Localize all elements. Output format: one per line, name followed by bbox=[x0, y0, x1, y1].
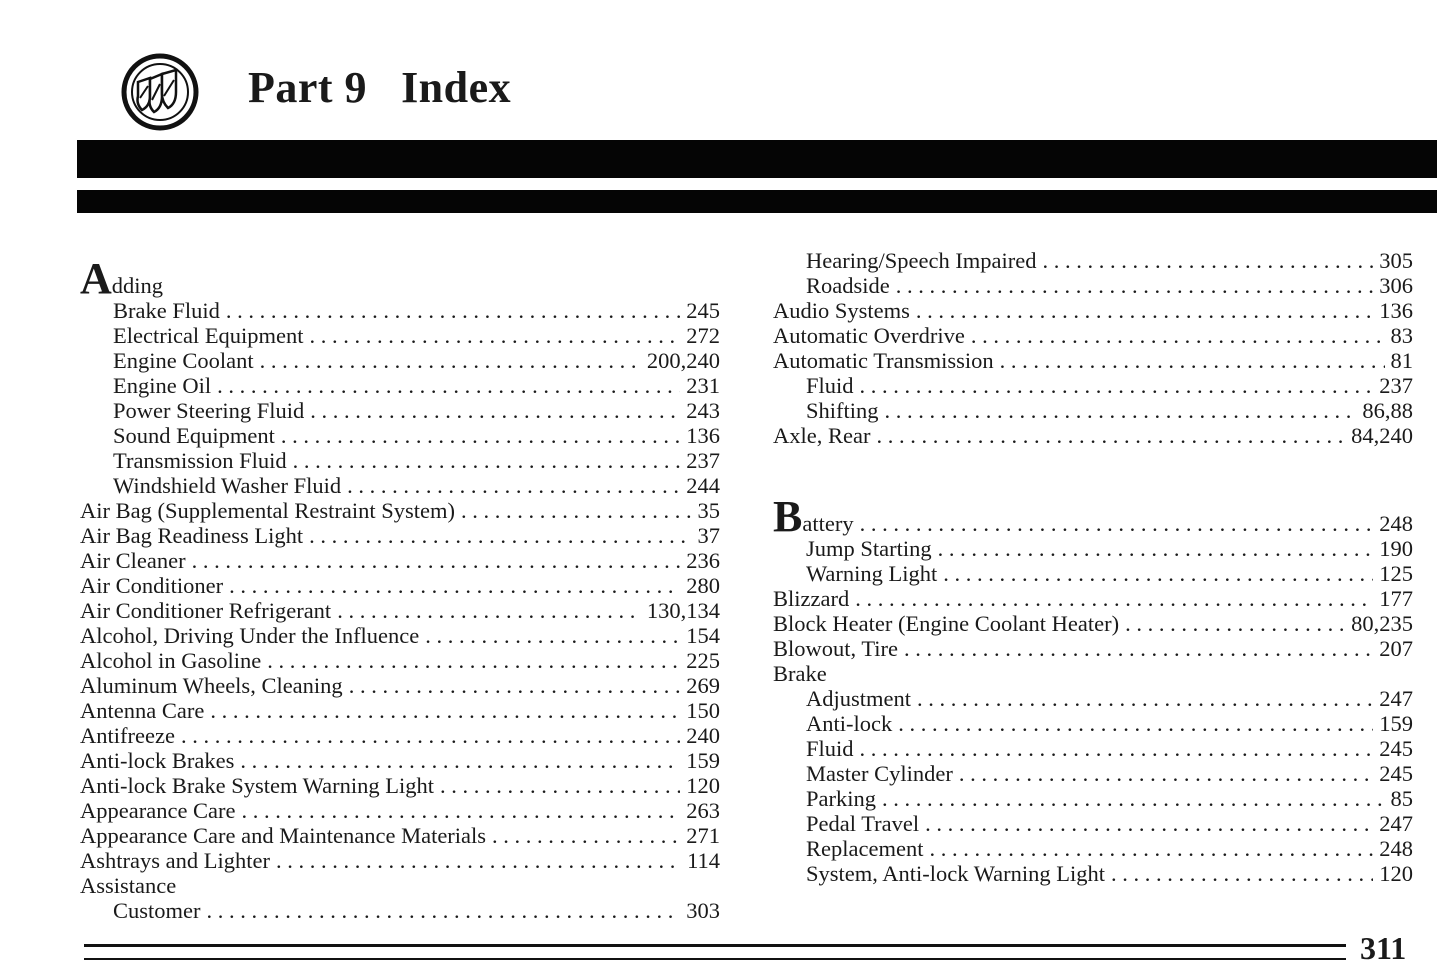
index-entry bbox=[80, 448, 720, 473]
entry-page: 120 bbox=[1379, 861, 1413, 886]
index-entry bbox=[80, 298, 720, 323]
entry-page: 305 bbox=[1379, 248, 1413, 273]
entry-page: 306 bbox=[1379, 273, 1413, 298]
entry-label: Replacement bbox=[806, 836, 924, 861]
entry-label: Sound Equipment bbox=[113, 423, 275, 448]
entry-label: Automatic Overdrive bbox=[773, 323, 965, 348]
index-entry bbox=[773, 398, 1413, 423]
entry-label: Anti-lock Brakes bbox=[80, 748, 235, 773]
dot-leader bbox=[492, 823, 680, 848]
entry-label: Adjustment bbox=[806, 686, 911, 711]
entry-label: Electrical Equipment bbox=[113, 323, 304, 348]
header-bar-bottom bbox=[77, 190, 1437, 213]
entry-label: System, Anti-lock Warning Light bbox=[806, 861, 1106, 886]
entry-label: Master Cylinder bbox=[806, 761, 953, 786]
entry-label: Air Cleaner bbox=[80, 548, 186, 573]
entry-page: 237 bbox=[686, 448, 720, 473]
entry-page: 240 bbox=[686, 723, 720, 748]
entry-page: 237 bbox=[1379, 373, 1413, 398]
entry-label: Customer bbox=[113, 898, 201, 923]
index-entry bbox=[80, 848, 720, 873]
entry-label: Air Bag Readiness Light bbox=[80, 523, 304, 548]
entry-label: Assistance bbox=[80, 873, 177, 898]
dot-leader bbox=[916, 298, 1373, 323]
index-entry bbox=[80, 373, 720, 398]
entry-label: Aluminum Wheels, Cleaning bbox=[80, 673, 343, 698]
entry-page: 248 bbox=[1379, 511, 1413, 536]
index-entry bbox=[773, 661, 1413, 686]
entry-label: Fluid bbox=[806, 736, 854, 761]
entry-label: Appearance Care and Maintenance Materials bbox=[80, 823, 487, 848]
index-entry bbox=[773, 811, 1413, 836]
entry-page: 85 bbox=[1390, 786, 1413, 811]
index-entry bbox=[80, 723, 720, 748]
entry-label: Blowout, Tire bbox=[773, 636, 899, 661]
entry-label: Block Heater (Engine Coolant Heater) bbox=[773, 611, 1120, 636]
index-entry bbox=[80, 323, 720, 348]
dot-leader bbox=[226, 298, 680, 323]
entry-page: 159 bbox=[1379, 711, 1413, 736]
entry-label: Anti-lock Brake System Warning Light bbox=[80, 773, 434, 798]
index-entry bbox=[773, 786, 1413, 811]
dot-leader bbox=[855, 586, 1373, 611]
entry-label: Appearance Care bbox=[80, 798, 236, 823]
dot-leader bbox=[971, 323, 1385, 348]
entry-label: Alcohol in Gasoline bbox=[80, 648, 262, 673]
entry-label: Hearing/Speech Impaired bbox=[806, 248, 1037, 273]
entry-page: 236 bbox=[686, 548, 720, 573]
section-gap bbox=[773, 448, 1413, 486]
index-entry bbox=[773, 373, 1413, 398]
entry-page: 114 bbox=[687, 848, 720, 873]
index-column-right bbox=[773, 248, 1413, 886]
entry-label: Brake Fluid bbox=[113, 298, 220, 323]
dot-leader bbox=[943, 561, 1373, 586]
entry-label: Air Bag (Supplemental Restraint System) bbox=[80, 498, 455, 523]
dot-leader bbox=[276, 848, 681, 873]
index-entry bbox=[80, 773, 720, 798]
entry-page: 248 bbox=[1379, 836, 1413, 861]
entry-label: Axle, Rear bbox=[773, 423, 871, 448]
dot-leader bbox=[347, 473, 680, 498]
footer-rule-bottom bbox=[84, 958, 1346, 960]
entry-page: 225 bbox=[686, 648, 720, 673]
entry-page: 303 bbox=[686, 898, 720, 923]
entry-page: 130,134 bbox=[646, 598, 720, 623]
entry-page: 80,235 bbox=[1351, 611, 1413, 636]
dot-leader bbox=[1000, 348, 1385, 373]
entry-page: 272 bbox=[686, 323, 720, 348]
entry-page: 245 bbox=[1379, 761, 1413, 786]
dot-leader bbox=[904, 636, 1373, 661]
entry-page: 136 bbox=[1379, 298, 1413, 323]
dot-leader bbox=[349, 673, 681, 698]
dot-leader bbox=[210, 698, 680, 723]
index-entry bbox=[80, 673, 720, 698]
entry-page: 84,240 bbox=[1351, 423, 1413, 448]
index-entry bbox=[773, 298, 1413, 323]
dot-leader bbox=[440, 773, 680, 798]
dot-leader bbox=[860, 373, 1374, 398]
entry-label: Air Conditioner bbox=[80, 573, 224, 598]
entry-label: Parking bbox=[806, 786, 876, 811]
entry-label bbox=[773, 492, 854, 541]
entry-label: Ashtrays and Lighter bbox=[80, 848, 270, 873]
entry-page: 280 bbox=[686, 573, 720, 598]
entry-label: Audio Systems bbox=[773, 298, 910, 323]
dot-leader bbox=[1111, 861, 1373, 886]
dot-leader bbox=[207, 898, 681, 923]
index-entry bbox=[80, 623, 720, 648]
index-entry bbox=[773, 736, 1413, 761]
dot-leader bbox=[192, 548, 681, 573]
title-text: Index bbox=[401, 63, 512, 112]
part-label: Part 9 bbox=[248, 63, 368, 112]
entry-page: 207 bbox=[1379, 636, 1413, 661]
dot-leader bbox=[293, 448, 681, 473]
entry-page: 37 bbox=[697, 523, 720, 548]
entry-label: Jump Starting bbox=[806, 536, 932, 561]
entry-label: Alcohol, Driving Under the Influence bbox=[80, 623, 420, 648]
section-heading-rest: dding bbox=[111, 273, 164, 298]
dot-leader bbox=[337, 598, 641, 623]
index-entry bbox=[773, 561, 1413, 586]
page-number: 311 bbox=[1360, 930, 1407, 966]
entry-label: Power Steering Fluid bbox=[113, 398, 305, 423]
index-entry bbox=[773, 711, 1413, 736]
entry-page: 247 bbox=[1379, 811, 1413, 836]
dot-leader bbox=[876, 423, 1345, 448]
index-entry bbox=[773, 636, 1413, 661]
dot-leader bbox=[860, 736, 1374, 761]
entry-page: 159 bbox=[686, 748, 720, 773]
index-entry bbox=[80, 548, 720, 573]
dot-leader bbox=[260, 348, 641, 373]
index-entry bbox=[773, 536, 1413, 561]
dot-leader bbox=[898, 711, 1373, 736]
index-entry bbox=[80, 698, 720, 723]
dot-leader bbox=[281, 423, 680, 448]
entry-label: Antenna Care bbox=[80, 698, 205, 723]
section-heading-rest: attery bbox=[802, 511, 854, 536]
index-entry bbox=[773, 348, 1413, 373]
index-column-left bbox=[80, 248, 720, 923]
footer-rule-top bbox=[84, 944, 1346, 947]
dot-leader bbox=[309, 523, 691, 548]
entry-label: Anti-lock bbox=[806, 711, 893, 736]
entry-page: 136 bbox=[686, 423, 720, 448]
entry-page: 269 bbox=[686, 673, 720, 698]
entry-page: 83 bbox=[1390, 323, 1413, 348]
page-title bbox=[248, 62, 511, 113]
index-entry bbox=[80, 348, 720, 373]
index-entry bbox=[80, 523, 720, 548]
entry-label: Air Conditioner Refrigerant bbox=[80, 598, 332, 623]
dot-leader bbox=[938, 536, 1374, 561]
entry-page: 154 bbox=[686, 623, 720, 648]
entry-page: 190 bbox=[1379, 536, 1413, 561]
entry-label: Pedal Travel bbox=[806, 811, 920, 836]
header-bar-top bbox=[77, 140, 1437, 178]
section-letter: B bbox=[773, 492, 803, 541]
index-entry bbox=[80, 873, 720, 898]
index-entry bbox=[773, 836, 1413, 861]
dot-leader bbox=[217, 373, 680, 398]
entry-label: Antifreeze bbox=[80, 723, 175, 748]
index-entry bbox=[80, 648, 720, 673]
index-entry bbox=[773, 248, 1413, 273]
dot-leader bbox=[882, 786, 1385, 811]
entry-page: 150 bbox=[686, 698, 720, 723]
entry-label: Warning Light bbox=[806, 561, 938, 586]
dot-leader bbox=[310, 323, 681, 348]
entry-label: Fluid bbox=[806, 373, 854, 398]
entry-page: 245 bbox=[1379, 736, 1413, 761]
entry-page: 263 bbox=[686, 798, 720, 823]
index-entry bbox=[80, 823, 720, 848]
index-entry bbox=[80, 473, 720, 498]
index-entry bbox=[80, 898, 720, 923]
dot-leader bbox=[240, 748, 680, 773]
section-letter: A bbox=[80, 254, 112, 303]
dot-leader bbox=[896, 273, 1374, 298]
dot-leader bbox=[229, 573, 680, 598]
entry-label: Windshield Washer Fluid bbox=[113, 473, 342, 498]
index-entry bbox=[773, 423, 1413, 448]
entry-label: Engine Coolant bbox=[113, 348, 254, 373]
index-entry bbox=[80, 573, 720, 598]
entry-label: Automatic Transmission bbox=[773, 348, 994, 373]
dot-leader bbox=[860, 511, 1374, 536]
dot-leader bbox=[959, 761, 1373, 786]
entry-page: 200,240 bbox=[646, 348, 720, 373]
index-entry bbox=[773, 761, 1413, 786]
entry-page: 35 bbox=[697, 498, 720, 523]
index-entry bbox=[80, 598, 720, 623]
dot-leader bbox=[925, 811, 1373, 836]
entry-page: 120 bbox=[686, 773, 720, 798]
dot-leader bbox=[1125, 611, 1345, 636]
index-entry bbox=[773, 486, 1413, 541]
entry-page: 247 bbox=[1379, 686, 1413, 711]
entry-label bbox=[80, 254, 164, 303]
index-entry bbox=[80, 248, 720, 303]
entry-page: 271 bbox=[686, 823, 720, 848]
dot-leader bbox=[461, 498, 692, 523]
entry-page: 125 bbox=[1379, 561, 1413, 586]
index-entry bbox=[80, 798, 720, 823]
dot-leader bbox=[1043, 248, 1374, 273]
entry-page: 81 bbox=[1390, 348, 1413, 373]
entry-label: Brake bbox=[773, 661, 827, 686]
dot-leader bbox=[267, 648, 680, 673]
index-entry bbox=[773, 861, 1413, 886]
entry-page: 243 bbox=[686, 398, 720, 423]
entry-label: Roadside bbox=[806, 273, 890, 298]
entry-page: 86,88 bbox=[1362, 398, 1413, 423]
entry-page: 177 bbox=[1379, 586, 1413, 611]
dot-leader bbox=[917, 686, 1373, 711]
entry-page: 244 bbox=[686, 473, 720, 498]
index-entry bbox=[773, 686, 1413, 711]
index-entry bbox=[80, 398, 720, 423]
index-entry bbox=[773, 323, 1413, 348]
entry-label: Transmission Fluid bbox=[113, 448, 287, 473]
index-entry bbox=[773, 273, 1413, 298]
dot-leader bbox=[181, 723, 680, 748]
dot-leader bbox=[242, 798, 681, 823]
index-entry bbox=[773, 586, 1413, 611]
dot-leader bbox=[929, 836, 1373, 861]
entry-label: Shifting bbox=[806, 398, 879, 423]
entry-label: Engine Oil bbox=[113, 373, 212, 398]
index-entry bbox=[773, 611, 1413, 636]
dot-leader bbox=[885, 398, 1357, 423]
entry-label: Blizzard bbox=[773, 586, 850, 611]
index-entry bbox=[80, 423, 720, 448]
entry-page: 245 bbox=[686, 298, 720, 323]
index-entry bbox=[80, 748, 720, 773]
dot-leader bbox=[425, 623, 680, 648]
entry-page: 231 bbox=[686, 373, 720, 398]
dot-leader bbox=[310, 398, 680, 423]
index-entry bbox=[80, 498, 720, 523]
tri-shield-icon bbox=[120, 52, 200, 132]
